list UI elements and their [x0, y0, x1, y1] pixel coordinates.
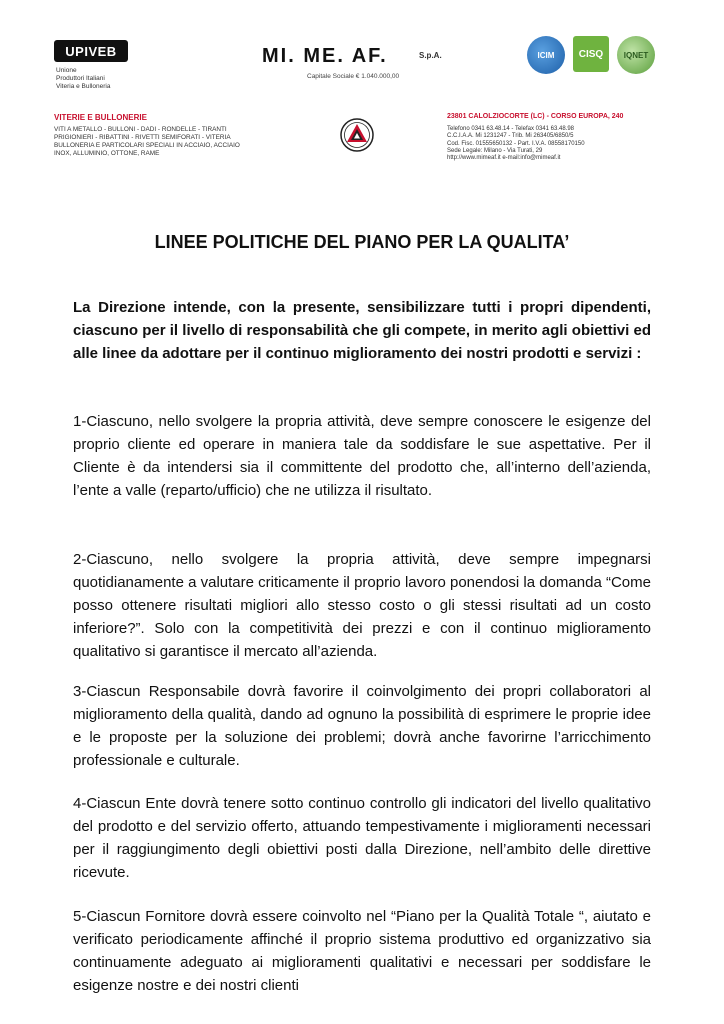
icim-cert-icon: ICIM	[527, 36, 565, 74]
contact-line: Sede Legale: Milano - Via Turati, 29	[447, 147, 543, 154]
certification-logos	[527, 36, 655, 74]
contact-line: Cod. Fisc. 01555650132 - Part. I.V.A. 08558170150	[447, 140, 585, 147]
policy-point-5: 5-Ciascun Fornitore dovrà essere coinvolto nel “Piano per la Qualità Totale “, aiutato e verificato periodicamente affinché il proprio sistema produttivo ed organizzativo sia continuamente adeguato ai miglioramenti qualitativi e necessari per soddisfare le esigenze nostre e dei nostri clienti	[73, 908, 651, 994]
upiveb-subtitle-line: Viteria e Bulloneria	[56, 83, 111, 90]
iqnet-cert-icon: IQNET	[617, 36, 655, 74]
company-capital: Capitale Sociale € 1.040.000,00	[307, 73, 400, 80]
policy-point-4: 4-Ciascun Ente dovrà tenere sotto continuo controllo gli indicatori del livello qualitativo del prodotto e del servizio offerto, attuando tempestivamente i miglioramenti necessari per il raggiungimento degli obiettivi posti dalla Direzione, nell’ambito delle direttive ricevute.	[73, 795, 651, 881]
upiveb-subtitle	[56, 67, 146, 91]
policy-point-2: 2-Ciascuno, nello svolgere la propria attività, deve sempre impegnarsi quotidianamente a valutare criticamente il proprio lavoro ponendosi la domanda “Come posso ottenere risultati migliori allo stesso costo o gli stessi risultati ad un costo inferiore?”. Solo con la competitività dei prezzi e con il continuo miglioramento qualitativo si garantisce il mercato all’azienda.	[73, 551, 651, 660]
category-line: PRIGIONIERI - RIBATTINI - RIVETTI SEMIFORATI - VITERIA	[54, 134, 231, 141]
category-line: INOX, ALLUMINIO, OTTONE, RAME	[54, 150, 160, 157]
contact-line: C.C.I.A.A. Mi 1231247 - Trib. Mi 263405/6850/5	[447, 133, 574, 140]
company-suffix: S.p.A.	[419, 51, 442, 60]
contact-details	[447, 126, 669, 162]
upiveb-logo: UPIVEB	[54, 40, 128, 62]
upiveb-subtitle-line: Produttori Italiani	[56, 75, 105, 82]
company-emblem-icon	[340, 118, 374, 152]
cisq-cert-icon: CISQ	[573, 36, 609, 72]
policy-point-1: 1-Ciascuno, nello svolgere la propria attività, deve sempre conoscere le esigenze del proprio cliente ed operare in maniera tale da soddisfare le sue aspettative. Per il Cliente è da intendersi sia il committente del prodotto che, all’interno dell’azienda, l’ente a valle (reparto/ufficio) che ne utilizza il risultato.	[73, 413, 651, 499]
category-line: VITI A METALLO - BULLONI - DADI - RONDELLE - TIRANTI	[54, 126, 227, 133]
company-name: MI. ME. AF.	[262, 45, 388, 67]
address-title: 23801 CALOLZIOCORTE (LC) - CORSO EUROPA, 240	[447, 113, 624, 120]
contact-line: http://www.mimeaf.it e-mail:info@mimeaf.it	[447, 155, 561, 162]
document-title: LINEE POLITICHE DEL PIANO PER LA QUALITA’	[154, 232, 570, 252]
intro-paragraph: La Direzione intende, con la presente, sensibilizzare tutti i propri dipendenti, ciascuno per il livello di responsabilità che gli compete, in merito agli obiettivi ed alle linee da adottare per il continuo miglioramento dei nostri prodotti e servizi :	[73, 299, 651, 362]
category-line: BULLONERIA E PARTICOLARI SPECIALI IN ACCIAIO, ACCIAIO	[54, 142, 240, 149]
category-description	[54, 126, 274, 158]
category-title: VITERIE E BULLONERIE	[54, 113, 147, 122]
contact-line: Telefono 0341 63.48.14 - Telefax 0341 63.48.98	[447, 126, 574, 132]
policy-point-3: 3-Ciascun Responsabile dovrà favorire il coinvolgimento dei propri collaboratori al miglioramento della qualità, dando ad ognuno la possibilità di esprimere le proprie idee e le proposte per la soluzione dei problemi; dovrà anche favorirne l’arricchimento professionale e culturale.	[73, 683, 651, 769]
upiveb-subtitle-line: Unione	[56, 67, 77, 74]
